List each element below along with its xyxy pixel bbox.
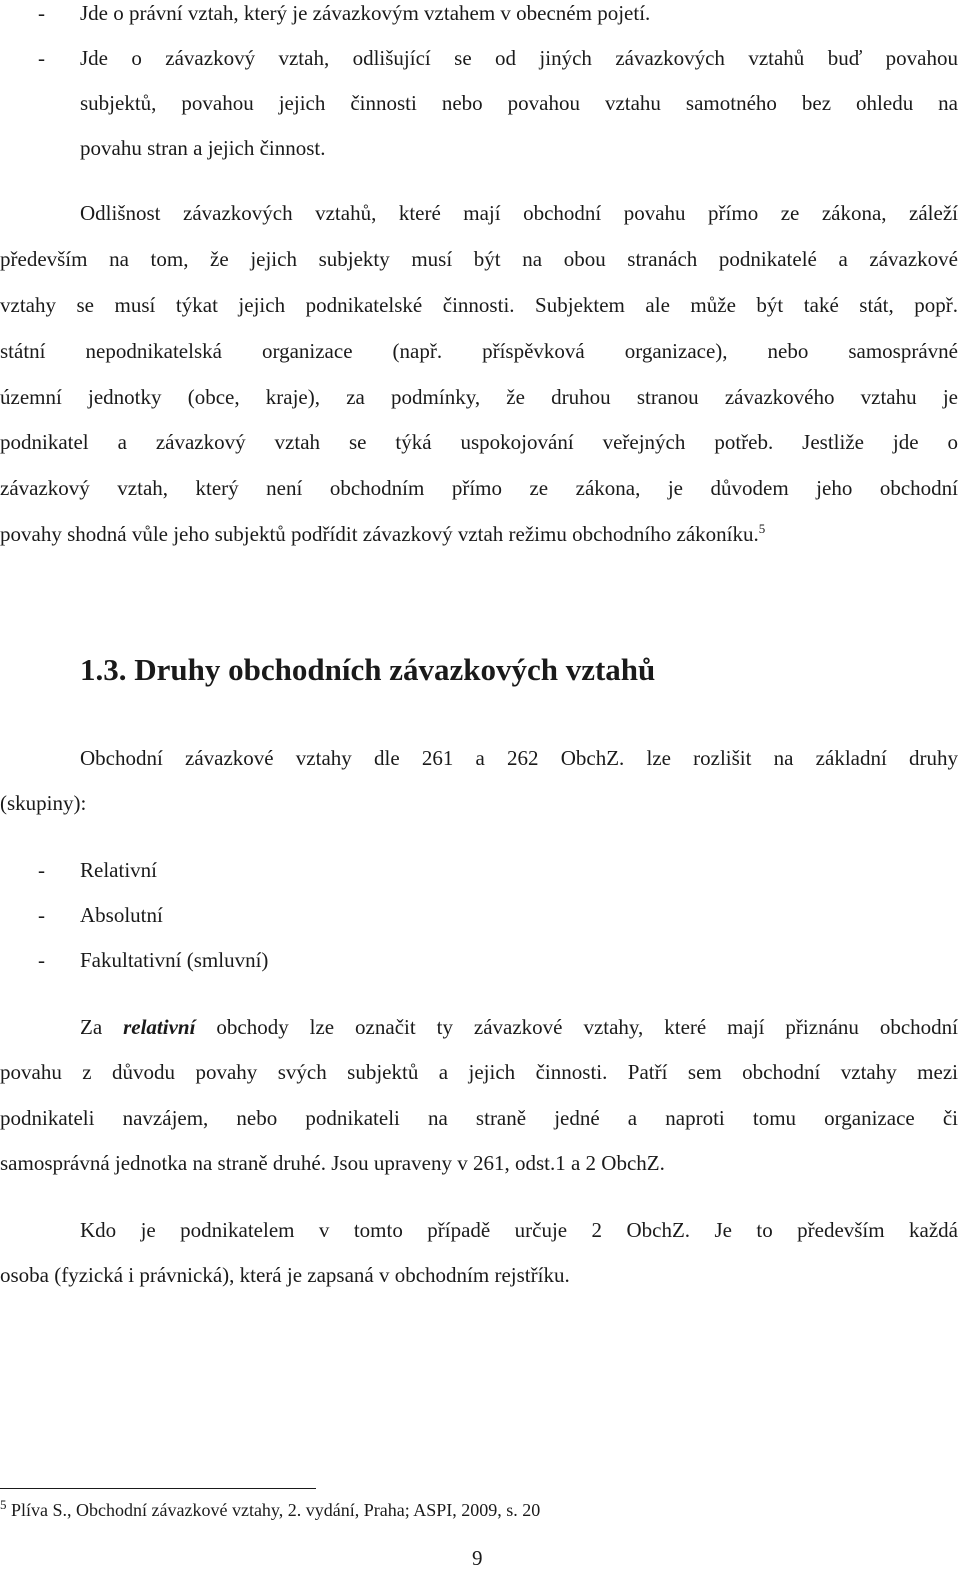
paragraph-line: Kdo je podnikatelem v tomto případě určuje 2 ObchZ. Je to především každá: [80, 1218, 958, 1242]
list-item: Fakultativní (smluvní): [80, 948, 269, 972]
list-dash: -: [38, 903, 45, 927]
paragraph-line: vztahy se musí týkat jejich podnikatelské činnosti. Subjektem ale může být také stát, popř.: [0, 293, 958, 317]
list-item-cont: povahu stran a jejich činnost.: [80, 136, 326, 160]
paragraph-line: závazkový vztah, který není obchodním přímo ze zákona, je důvodem jeho obchodní: [0, 476, 958, 500]
list-item: Relativní: [80, 858, 157, 882]
page-number: 9: [472, 1546, 483, 1570]
paragraph-line: Odlišnost závazkových vztahů, které mají obchodní povahu přímo ze zákona, záleží: [80, 201, 958, 225]
list-dash: -: [38, 1, 45, 25]
list-dash: -: [38, 858, 45, 882]
paragraph-text: povahy shodná vůle jeho subjektů podřídit závazkový vztah režimu obchodního zákoníku.: [0, 522, 759, 546]
list-item-cont: subjektů, povahou jejich činnosti nebo povahou vztahu samotného bez ohledu na: [80, 91, 958, 115]
paragraph-line: samosprávná jednotka na straně druhé. Jsou upraveny v 261, odst.1 a 2 ObchZ.: [0, 1151, 665, 1175]
paragraph-line: územní jednotky (obce, kraje), za podmínky, že druhou stranou závazkového vztahu je: [0, 385, 958, 409]
list-item: Absolutní: [80, 903, 163, 927]
list-dash: -: [38, 46, 45, 70]
paragraph-line: státní nepodnikatelská organizace (např. příspěvková organizace), nebo samosprávné: [0, 339, 958, 363]
footnote-separator: [0, 1488, 316, 1489]
footnote-number: 5: [0, 1497, 7, 1512]
paragraph-line: osoba (fyzická i právnická), která je zapsaná v obchodním rejstříku.: [0, 1263, 570, 1287]
list-item: Jde o závazkový vztah, odlišující se od jiných závazkových vztahů buď povahou: [80, 46, 958, 70]
paragraph-line: [0, 521, 765, 547]
paragraph-line: povahu z důvodu povahy svých subjektů a jejich činnosti. Patří sem obchodní vztahy mezi: [0, 1060, 958, 1084]
paragraph-line: podnikateli navzájem, nebo podnikateli na straně jedné a naproti tomu organizace či: [0, 1106, 958, 1130]
footnote: [0, 1498, 540, 1522]
paragraph-line: [80, 1014, 958, 1040]
section-heading: 1.3. Druhy obchodních závazkových vztahů: [80, 652, 656, 687]
paragraph-line: především na tom, že jejich subjekty musí být na obou stranách podnikatelé a závazkové: [0, 247, 958, 271]
footnote-reference[interactable]: 5: [758, 521, 766, 536]
paragraph-text: Za: [80, 1015, 124, 1039]
paragraph-line: podnikatel a závazkový vztah se týká uspokojování veřejných potřeb. Jestliže jde o: [0, 430, 958, 454]
list-item: Jde o právní vztah, který je závazkovým vztahem v obecném pojetí.: [80, 1, 651, 25]
paragraph-line: (skupiny):: [0, 791, 87, 815]
emphasis-text: relativní: [123, 1015, 196, 1039]
footnote-text: Plíva S., Obchodní závazkové vztahy, 2. vydání, Praha; ASPI, 2009, s. 20: [6, 1500, 541, 1520]
list-dash: -: [38, 948, 45, 972]
paragraph-text: obchody lze označit ty závazkové vztahy, které mají přiznánu obchodní: [195, 1015, 958, 1039]
paragraph-line: Obchodní závazkové vztahy dle 261 a 262 ObchZ. lze rozlišit na základní druhy: [80, 746, 958, 770]
